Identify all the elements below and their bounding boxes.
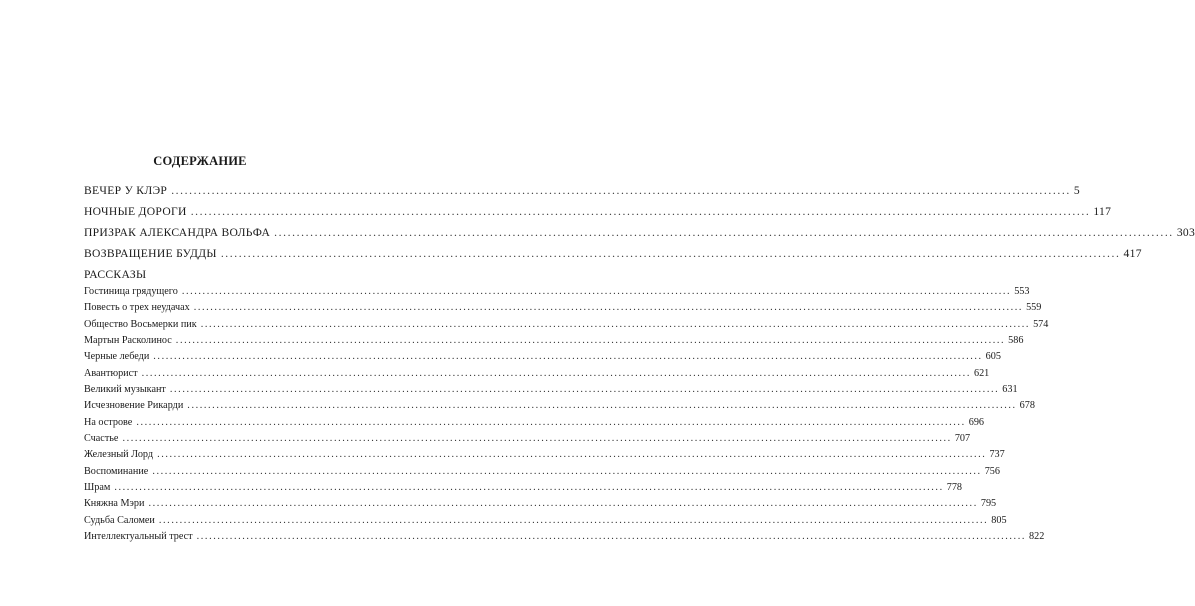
- major-works-list: [84, 180, 1195, 264]
- toc-story-entry[interactable]: [84, 398, 1035, 414]
- toc-entry-page-number: 586: [1008, 335, 1024, 347]
- toc-story-entry[interactable]: [84, 529, 1045, 545]
- toc-story-entry[interactable]: [84, 415, 984, 431]
- toc-entry-page-number: 795: [980, 498, 997, 510]
- toc-entry-title: Исчезновение Рикарди: [84, 400, 184, 412]
- toc-entry-title: Великий музыкант: [84, 384, 166, 396]
- toc-entry-page-number: 737: [989, 449, 1005, 461]
- toc-entry-page-number: 553: [1014, 286, 1030, 297]
- toc-entry-page-number: 559: [1026, 302, 1042, 314]
- toc-entry-page-number: 417: [1123, 247, 1142, 260]
- dot-leader: ........................................................................................................................................................................................................: [169, 384, 1000, 396]
- toc-story-entry[interactable]: [84, 284, 1030, 300]
- toc-entry-page-number: 303: [1176, 226, 1195, 239]
- toc-entry-title: Мартын Расколинос: [84, 335, 172, 347]
- toc-major-entry[interactable]: [84, 222, 1195, 243]
- dot-leader: ........................................................................................................................................................................................................: [157, 449, 987, 461]
- toc-story-entry[interactable]: [84, 382, 1018, 398]
- dot-leader: ........................................................................................................................................................................................................: [274, 226, 1174, 239]
- toc-entry-page-number: 707: [954, 433, 971, 445]
- toc-entry-title: ПРИЗРАК АЛЕКСАНДРА ВОЛЬФА: [84, 226, 271, 239]
- dot-leader: ........................................................................................................................................................................................................: [136, 416, 966, 428]
- toc-entry-page-number: 805: [991, 514, 1007, 526]
- toc-major-entry[interactable]: [84, 243, 1142, 264]
- toc-entry-page-number: 117: [1093, 205, 1112, 218]
- dot-leader: ........................................................................................................................................................................................................: [158, 514, 989, 526]
- dot-leader: ........................................................................................................................................................................................................: [114, 482, 944, 494]
- toc-story-entry[interactable]: [84, 317, 1049, 333]
- table-of-contents: [84, 180, 1195, 546]
- dot-leader: ........................................................................................................................................................................................................: [181, 286, 1012, 297]
- toc-entry-page-number: 621: [973, 367, 990, 379]
- dot-leader: ........................................................................................................................................................................................................: [148, 498, 978, 510]
- toc-story-entry[interactable]: [84, 496, 997, 512]
- toc-entry-title: Гостиница грядущего: [84, 286, 178, 297]
- toc-major-entry[interactable]: [84, 180, 1080, 201]
- toc-story-entry[interactable]: [84, 480, 962, 496]
- stories-list: [84, 284, 1049, 546]
- dot-leader: ........................................................................................................................................................................................................: [220, 247, 1121, 260]
- dot-leader: ........................................................................................................................................................................................................: [122, 433, 952, 445]
- toc-entry-title: ВЕЧЕР У КЛЭР: [84, 184, 168, 197]
- toc-entry-title: ВОЗВРАЩЕНИЕ БУДДЫ: [84, 247, 217, 260]
- toc-entry-page-number: 822: [1029, 531, 1045, 543]
- toc-entry-title: Авантюрист: [84, 367, 138, 379]
- toc-entry-page-number: 678: [1019, 400, 1035, 412]
- toc-entry-page-number: 605: [985, 351, 1001, 363]
- toc-entry-page-number: 756: [984, 465, 1000, 477]
- toc-major-entry[interactable]: [84, 201, 1112, 222]
- toc-story-entry[interactable]: [84, 447, 1005, 463]
- toc-story-entry[interactable]: [84, 464, 1000, 480]
- toc-entry-page-number: 5: [1073, 184, 1080, 197]
- toc-story-entry[interactable]: [84, 431, 971, 447]
- toc-entry-title: На острове: [84, 416, 133, 428]
- toc-entry-title: Повесть о трех неудачах: [84, 302, 190, 314]
- toc-entry-title: Воспоминание: [84, 465, 149, 477]
- toc-entry-title: Княжна Мэри: [84, 498, 145, 510]
- toc-story-entry[interactable]: [84, 349, 1001, 365]
- section-label-stories: РАССКАЗЫ: [84, 268, 147, 281]
- toc-story-entry[interactable]: [84, 513, 1007, 529]
- dot-leader: ........................................................................................................................................................................................................: [187, 400, 1017, 412]
- page-title: СОДЕРЖАНИЕ: [153, 154, 247, 168]
- dot-leader: ........................................................................................................................................................................................................: [153, 351, 983, 363]
- toc-story-entry[interactable]: [84, 333, 1024, 349]
- toc-entry-title: Черные лебеди: [84, 351, 150, 363]
- toc-entry-title: Общество Восьмерки пик: [84, 318, 197, 330]
- toc-entry-title: Судьба Саломеи: [84, 514, 155, 526]
- toc-entry-page-number: 778: [946, 482, 962, 494]
- dot-leader: ........................................................................................................................................................................................................: [190, 205, 1091, 218]
- toc-entry-title: Шрам: [84, 482, 111, 494]
- dot-leader: ........................................................................................................................................................................................................: [196, 531, 1026, 543]
- dot-leader: ........................................................................................................................................................................................................: [175, 335, 1006, 347]
- toc-story-entry[interactable]: [84, 366, 990, 382]
- dot-leader: ........................................................................................................................................................................................................: [193, 302, 1024, 314]
- dot-leader: ........................................................................................................................................................................................................: [152, 465, 982, 477]
- dot-leader: ........................................................................................................................................................................................................: [171, 184, 1071, 197]
- toc-story-entry[interactable]: [84, 300, 1042, 316]
- toc-entry-page-number: 574: [1033, 318, 1049, 330]
- toc-entry-title: Счастье: [84, 433, 119, 445]
- dot-leader: ........................................................................................................................................................................................................: [200, 318, 1031, 330]
- toc-entry-title: Железный Лорд: [84, 449, 154, 461]
- toc-entry-title: НОЧНЫЕ ДОРОГИ: [84, 205, 187, 218]
- dot-leader: ........................................................................................................................................................................................................: [141, 367, 971, 379]
- toc-entry-page-number: 631: [1002, 384, 1018, 396]
- toc-entry-title: Интеллектуальный трест: [84, 531, 193, 543]
- toc-entry-page-number: 696: [968, 416, 984, 428]
